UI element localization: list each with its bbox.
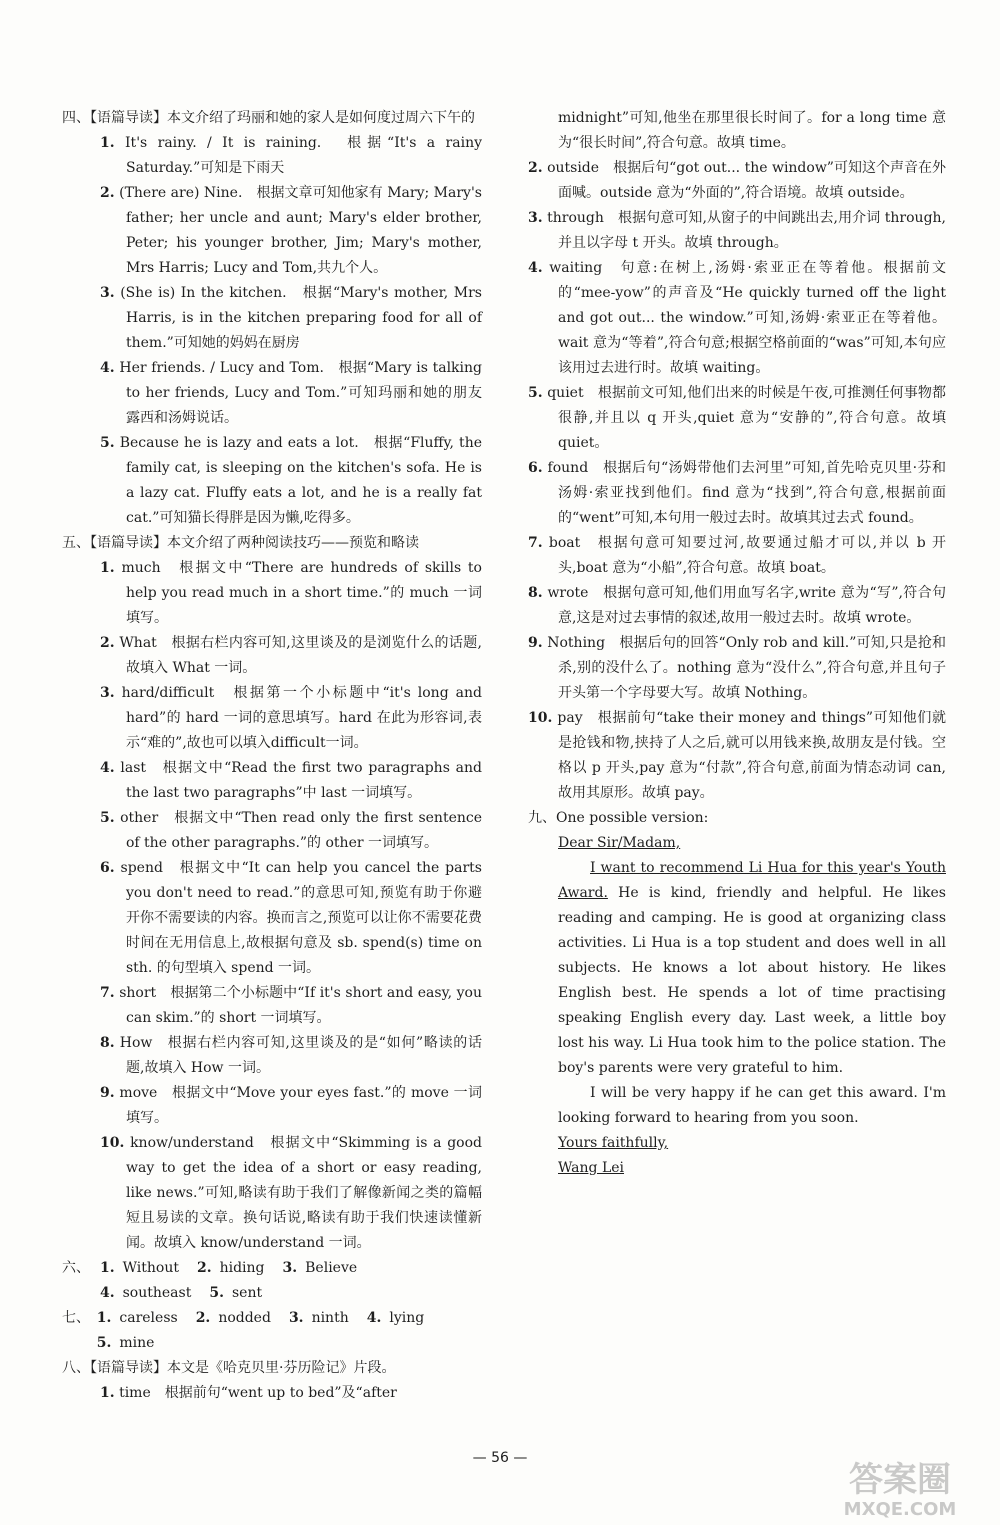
- answer-text: short 根据第二个小标题中“If it's short and easy, you can skim.”的 short 一词填写。: [119, 985, 482, 1026]
- section-6-answers: [100, 1256, 480, 1306]
- s5-item: [62, 806, 482, 856]
- answer-number: 4.: [100, 360, 115, 376]
- answer-number: 4.: [100, 760, 115, 776]
- s5-item: [62, 856, 482, 981]
- watermark-main-text: 答案圈: [849, 1460, 951, 1500]
- answer-text: last 根据文中“Read the first two paragraphs and the last two paragraphs”中 last 一词填写。: [120, 760, 482, 801]
- s5-item: [62, 981, 482, 1031]
- answer-text: mine: [119, 1335, 155, 1351]
- answer-text: spend 根据文中“It can help you cancel the parts you don't need to read.”的意思可知,预览有助于你避开你不需要读的内容。换而言之,预览可以让你不需要花费时间在无用信息上,故根据句意及 sb. spend(s) time on sth. 的句型填入 spend 一词。: [120, 860, 482, 976]
- answer-text: Because he is lazy and eats a lot. 根据“Fluffy, the family cat, is sleeping on the kitchen's sofa. He is a lazy cat. Fluffy eats a lot, and he is a really fat cat.”可知猫长得胖是因为懒,吃得多。: [119, 435, 482, 526]
- answer-text: hard/difficult 根据第一个小标题中“it's long and hard”的 hard 一词的意思填写。hard 在此为形容词,表示“难的”,故也可以填入difficult一词。: [121, 685, 483, 751]
- answer-text: waiting 句意:在树上,汤姆·索亚正在等着他。根据前文的“mee-yow”的声音及“He quickly turned off the light and got out... the window.”可知,汤姆·索亚正在等着他。wait 意为“等着”,符合句意;根据空格前面的“was”可知,本句应该用过去进行时。故填 waiting。: [549, 260, 946, 376]
- answer-number: 8.: [528, 585, 543, 601]
- s8-item: [528, 631, 946, 706]
- signature-text: Wang Lei: [558, 1160, 625, 1176]
- s8-item: [528, 206, 946, 256]
- answer-number: 9.: [528, 635, 543, 651]
- s7-item: [196, 1306, 271, 1331]
- answer-text: lying: [389, 1310, 425, 1326]
- answer-number: 5.: [209, 1285, 224, 1301]
- section-8-answers: [528, 156, 946, 806]
- answer-text: pay 根据前句“take their money and things”可知他们就是抢钱和物,挟持了人之后,就可以用钱来换,故朋友是付钱。空格以 p 开头,pay 意为“付款”,符合句意,前面为情态动词 can,故用其原形。故填 pay。: [557, 710, 946, 801]
- answer-number: 3.: [100, 285, 115, 301]
- answer-text: nodded: [218, 1310, 271, 1326]
- answer-number: 5.: [100, 435, 115, 451]
- s7-item: [289, 1306, 349, 1331]
- s6-item: [197, 1256, 265, 1281]
- answer-number: 3.: [288, 1310, 304, 1326]
- s4-item: [62, 181, 482, 281]
- answer-text: Without: [122, 1260, 179, 1276]
- s8-item: [528, 581, 946, 631]
- s4-item: [62, 281, 482, 356]
- answer-text: It's rainy. / It is raining. 根据“It's a rainy Saturday.”可知是下雨天: [125, 135, 482, 176]
- answer-text: move 根据文中“Move your eyes fast.”的 move 一词填写。: [119, 1085, 482, 1126]
- answer-text: hiding: [219, 1260, 265, 1276]
- section-8-answer-1: [62, 1381, 482, 1406]
- answer-text: through 根据句意可知,从窗子的中间跳出去,用介词 through,并且以字母 t 开头。故填 through。: [547, 210, 947, 251]
- answer-number: 1.: [100, 135, 115, 151]
- s7-item: [97, 1331, 155, 1356]
- answer-number: 6.: [528, 460, 543, 476]
- answer-number: 10.: [100, 1135, 125, 1151]
- answer-text: quiet 根据前文可知,他们出来的时候是午夜,可推测任何事物都很静,并且以 q 开头,quiet 意为“安静的”,符合句意。故填 quiet。: [547, 385, 946, 451]
- page-number: — 56 —: [472, 1450, 528, 1466]
- s6-item: [209, 1281, 262, 1306]
- s6-item: [100, 1256, 179, 1281]
- answer-text: (She is) In the kitchen. 根据“Mary's mother, Mrs Harris, is in the kitchen preparing food for all of them.”可知她的妈妈在厨房: [120, 285, 482, 351]
- s6-item: [283, 1256, 358, 1281]
- answer-number: 5.: [100, 810, 115, 826]
- answer-text: Believe: [305, 1260, 358, 1276]
- answer-number: 4.: [528, 260, 543, 276]
- answer-text: How 根据右栏内容可知,这里谈及的是“如何”略读的话题,故填入 How 一词。: [119, 1035, 482, 1076]
- section-7: [62, 1306, 482, 1356]
- answer-number: 1.: [100, 1260, 115, 1276]
- section-5-answers: [62, 556, 482, 1256]
- answer-text: What 根据右栏内容可知,这里谈及的是浏览什么的话题,故填入 What 一词。: [119, 635, 482, 676]
- answer-text: southeast: [122, 1285, 192, 1301]
- section-4-heading: 四、【语篇导读】本文介绍了玛丽和她的家人是如何度过周六下午的: [62, 110, 475, 126]
- answer-text: Nothing 根据后句的回答“Only rob and kill.”可知,只是抢和杀,别的没什么了。nothing 意为“没什么”,符合句意,并且句子开头第一个字母要大写。故填 Nothing。: [547, 635, 946, 701]
- essay-salutation: [558, 831, 946, 856]
- watermark-logo: [810, 1455, 990, 1520]
- answer-number: 2.: [100, 635, 115, 651]
- answer-number: 7.: [100, 985, 115, 1001]
- answer-number: 2.: [100, 185, 115, 201]
- section-6-label: 六、: [62, 1260, 90, 1276]
- s6-item: [100, 1281, 191, 1306]
- s7-item: [97, 1306, 178, 1331]
- section-7-answers: [97, 1306, 482, 1356]
- answer-number: 2.: [528, 160, 543, 176]
- essay-paragraph-2: I will be very happy if he can get this award. I'm looking forward to hearing from you soon.: [558, 1085, 946, 1126]
- s5-item: [62, 681, 482, 756]
- essay-closing: [558, 1131, 946, 1156]
- salutation-text: Dear Sir/Madam,: [558, 835, 681, 851]
- answer-text: much 根据文中“There are hundreds of skills to help you read much in a short time.”的 much 一词填写。: [121, 560, 482, 626]
- s8-item: [528, 156, 946, 206]
- answer-number: 2.: [196, 1260, 212, 1276]
- answer-number: 7.: [528, 535, 543, 551]
- s8-item: [528, 456, 946, 531]
- section-9: [528, 806, 946, 1181]
- answer-number: 8.: [100, 1035, 115, 1051]
- answer-number: 1.: [96, 1310, 112, 1326]
- s5-item: [62, 1131, 482, 1256]
- section-4-answers: [62, 131, 482, 531]
- s5-item: [62, 556, 482, 631]
- essay-signature: [558, 1156, 946, 1181]
- s5-item: [62, 756, 482, 806]
- s8-item: [528, 706, 946, 806]
- s5-item: [62, 1081, 482, 1131]
- answer-number: 1.: [100, 1385, 115, 1401]
- answer-text: other 根据文中“Then read only the first sentence of the other paragraphs.”的 other 一词填写。: [120, 810, 482, 851]
- right-column: [528, 106, 946, 1181]
- answer-number: 9.: [100, 1085, 115, 1101]
- section-7-label: 七、: [62, 1310, 90, 1326]
- answer-text: wrote 根据句意可知,他们用血写名字,write 意为“写”,符合句意,这是对过去事情的叙述,故用一般过去时。故填 wrote。: [547, 585, 947, 626]
- sample-essay: [528, 831, 946, 1181]
- answer-number: 3.: [282, 1260, 298, 1276]
- s8-item: [528, 256, 946, 381]
- answer-text: (There are) Nine. 根据文章可知他家有 Mary; Mary's father; her uncle and aunt; Mary's elder brother, Peter; his younger brother, Jim; Mary's mother, Mrs Harris; Lucy and Tom,共九个人。: [119, 185, 482, 276]
- section-5-heading: 五、【语篇导读】本文介绍了两种阅读技巧——预览和略读: [62, 535, 419, 551]
- section-6: [62, 1256, 482, 1306]
- s4-item: [62, 131, 482, 181]
- answer-number: 6.: [100, 860, 115, 876]
- s8-item: [528, 381, 946, 456]
- section-9-intro: One possible version:: [556, 810, 709, 826]
- answer-text: time 根据前句“went up to bed”及“after: [119, 1385, 397, 1401]
- essay-paragraph-1: [558, 856, 946, 1081]
- s4-item: [62, 356, 482, 431]
- section-9-heading: [528, 806, 946, 831]
- answer-number: 3.: [528, 210, 543, 226]
- essay-paragraph-1-rest: He is kind, friendly and helpful. He likes reading and camping. He is good at organizing class activities. Li Hua is a top student and does well in all subjects. He knows a lot about history. He likes English best. He spends a lot of time practising speaking English every day. Last week, a little boy lost his way. Li Hua took him to the police station. The boy's parents were very grateful to him.: [558, 885, 946, 1076]
- answer-number: 3.: [100, 685, 115, 701]
- left-column: [62, 106, 482, 1406]
- section-8-continuation: midnight”可知,他坐在那里很长时间了。for a long time 意为“很长时间”,符合句意。故填 time。: [558, 110, 946, 151]
- section-9-label: 九、: [528, 810, 556, 826]
- answer-text: sent: [231, 1285, 263, 1301]
- essay-lead-sentence: I want to recommend Li Hua for this year's Youth Award.: [558, 860, 946, 901]
- answer-number: 2.: [195, 1310, 211, 1326]
- answer-text: ninth: [311, 1310, 349, 1326]
- watermark-url-text: MXQE.COM: [843, 1499, 957, 1520]
- answer-text: found 根据后句“汤姆带他们去河里”可知,首先哈克贝里·芬和汤姆·索亚找到他们。find 意为“找到”,符合句意,根据前面的“went”可知,本句用一般过去时。故填其过去式 found。: [547, 460, 946, 526]
- s8-item: [528, 531, 946, 581]
- s4-item: [62, 431, 482, 531]
- answer-number: 5.: [96, 1335, 112, 1351]
- answer-text: boat 根据句意可知要过河,故要通过船才可以,并以 b 开头,boat 意为“小船”,符合句意。故填 boat。: [548, 535, 947, 576]
- s5-item: [62, 1031, 482, 1081]
- s7-item: [367, 1306, 424, 1331]
- answer-text: Her friends. / Lucy and Tom. 根据“Mary is talking to her friends, Lucy and Tom.”可知玛丽和她的朋友露西和汤姆说话。: [119, 360, 483, 426]
- answer-text: outside 根据后句“got out... the window”可知这个声音在外面喊。outside 意为“外面的”,符合语境。故填 outside。: [547, 160, 946, 201]
- answer-number: 4.: [100, 1285, 115, 1301]
- answer-number: 4.: [366, 1310, 382, 1326]
- answer-text: careless: [119, 1310, 178, 1326]
- answer-number: 5.: [528, 385, 543, 401]
- section-8-heading: 八、【语篇导读】本文是《哈克贝里·芬历险记》片段。: [62, 1360, 396, 1376]
- answer-text: know/understand 根据文中“Skimming is a good way to get the idea of a short or easy reading, like news.”可知,略读有助于我们了解像新闻之类的篇幅短且易读的文章。换句话说,略读有助于我们快速读懂新闻。故填入 know/understand 一词。: [126, 1135, 483, 1251]
- answer-number: 10.: [528, 710, 553, 726]
- s5-item: [62, 631, 482, 681]
- closing-text: Yours faithfully,: [558, 1135, 669, 1151]
- answer-number: 1.: [100, 560, 115, 576]
